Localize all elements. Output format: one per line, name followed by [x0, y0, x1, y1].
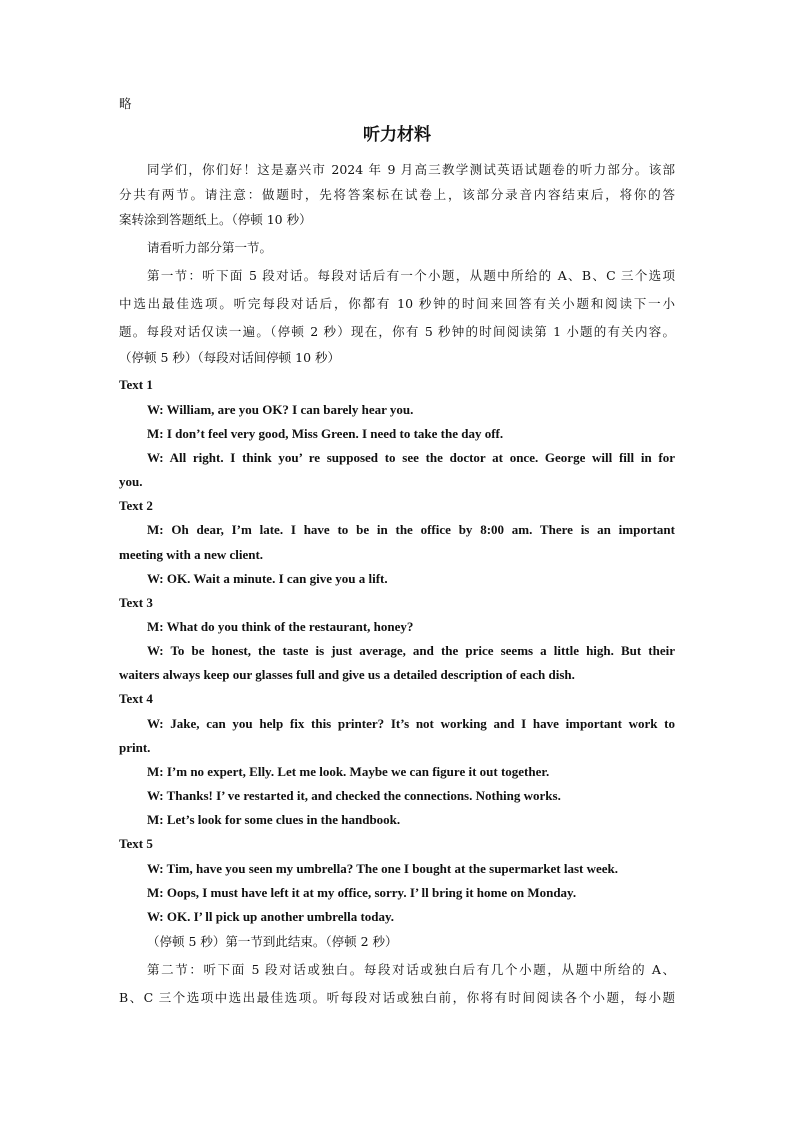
- text4-label: Text 4: [119, 691, 153, 706]
- text3-line-1: M: What do you think of the restaurant, honey?: [147, 619, 414, 634]
- top-note: 略: [119, 96, 132, 111]
- text1-label: Text 1: [119, 377, 153, 392]
- section1-instruction-2: 中选出最佳选项。听完每段对话后，你都有 10 秒钟的时间来回答有关小题和阅读下一小: [119, 296, 675, 311]
- section2-instruction-2: B、C 三个选项中选出最佳选项。听每段对话或独白前，你将有时间阅读各个小题，每小题: [119, 990, 675, 1005]
- text1-line-3-cont: you.: [119, 474, 143, 489]
- text1-line-1: W: William, are you OK? I can barely hear you.: [147, 402, 414, 417]
- text2-line-1: M: Oh dear, I’m late. I have to be in the office by 8:00 am. There is an important: [147, 522, 675, 537]
- intro-line-4: 请看听力部分第一节。: [147, 240, 273, 255]
- text2-line-1-cont: meeting with a new client.: [119, 547, 264, 562]
- page-title: 听力材料: [363, 125, 431, 145]
- text3-line-2: W: To be honest, the taste is just average, and the price seems a little high. But their: [147, 643, 675, 658]
- intro-line-2: 分共有两节。请注意：做题时，先将答案标在试卷上，该部分录音内容结束后，将你的答: [119, 187, 675, 202]
- intro-line-3: 案转涂到答题纸上。（停顿 10 秒）: [119, 212, 312, 227]
- text3-line-2-cont: waiters always keep our glasses full and give us a detailed description of each dish.: [119, 667, 575, 682]
- text5-line-1: W: Tim, have you seen my umbrella? The one I bought at the supermarket last week.: [147, 861, 619, 876]
- section2-instruction-1: 第二节：听下面 5 段对话或独白。每段对话或独白后有几个小题，从题中所给的 A、: [147, 962, 675, 977]
- section1-instruction-4: （停顿 5 秒）（每段对话间停顿 10 秒）: [119, 350, 341, 365]
- text2-label: Text 2: [119, 498, 153, 513]
- text4-line-2: M: I’m no expert, Elly. Let me look. Maybe we can figure it out together.: [147, 764, 550, 779]
- text1-line-2: M: I don’t feel very good, Miss Green. I need to take the day off.: [147, 426, 504, 441]
- text4-line-1-cont: print.: [119, 740, 151, 755]
- section1-instruction-1: 第一节：听下面 5 段对话。每段对话后有一个小题，从题中所给的 A、B、C 三个选项: [147, 268, 675, 283]
- text1-line-3: W: All right. I think you’ re supposed to see the doctor at once. George will fill in for: [147, 450, 675, 465]
- text2-line-2: W: OK. Wait a minute. I can give you a lift.: [147, 571, 388, 586]
- text4-line-1: W: Jake, can you help fix this printer? It’s not working and I have important work to: [147, 716, 675, 731]
- text5-line-2: M: Oops, I must have left it at my office, sorry. I’ ll bring it home on Monday.: [147, 885, 577, 900]
- text5-label: Text 5: [119, 836, 153, 851]
- section1-instruction-3: 题。每段对话仅读一遍。（停顿 2 秒）现在，你有 5 秒钟的时间阅读第 1 小题的有关内容。: [119, 324, 675, 339]
- text5-line-3: W: OK. I’ ll pick up another umbrella today.: [147, 909, 395, 924]
- text4-line-4: M: Let’s look for some clues in the handbook.: [147, 812, 401, 827]
- section1-end: （停顿 5 秒）第一节到此结束。（停顿 2 秒）: [147, 934, 398, 949]
- text4-line-3: W: Thanks! I’ ve restarted it, and checked the connections. Nothing works.: [147, 788, 561, 803]
- intro-line-1: 同学们，你们好！这是嘉兴市 2024 年 9 月高三教学测试英语试题卷的听力部分。该部: [147, 162, 675, 177]
- text3-label: Text 3: [119, 595, 153, 610]
